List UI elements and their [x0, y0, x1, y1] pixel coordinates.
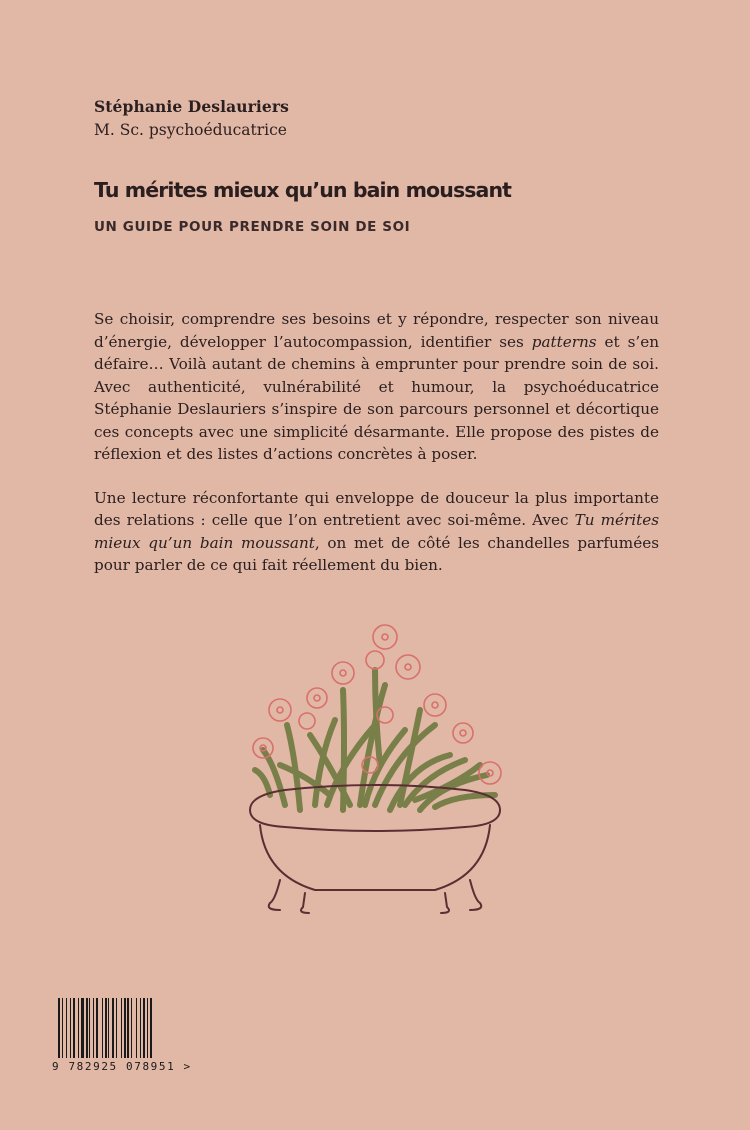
- barcode: [52, 998, 192, 1078]
- bathtub-flowers-illustration: [225, 615, 525, 925]
- barcode-bar: [143, 998, 145, 1058]
- barcode-bar: [150, 998, 152, 1058]
- blurb-text: Se choisir, comprendre ses besoins et y répondre, respecter son niveau d’énergie, développer l’autocompassion, identifier ses: [94, 310, 659, 351]
- blurb-emphasis: patterns: [531, 332, 597, 351]
- barcode-bar: [108, 998, 109, 1058]
- barcode-bar: [112, 998, 114, 1058]
- blurb-text: et s’en défaire… Voilà autant de chemins à emprunter pour prendre soin de soi. Avec authenticité, vulnérabilité et humour, la psychoéducatrice Stéphanie Deslauriers s’inspire de son parcours personnel et décortique ces concepts avec une simplicité désarmante. Elle propose des pistes de réflexion et des listes d’actions concrètes à poser.: [94, 332, 659, 463]
- barcode-bar: [81, 998, 84, 1058]
- book-title: Tu mérites mieux qu’un bain moussant: [94, 178, 512, 202]
- barcode-bar: [62, 998, 63, 1058]
- author-credentials: M. Sc. psychoéducatrice: [94, 121, 287, 139]
- barcode-bar: [86, 998, 88, 1058]
- barcode-bar: [102, 998, 103, 1058]
- barcode-bar: [58, 998, 60, 1058]
- author-block: [94, 96, 289, 142]
- book-subtitle: UN GUIDE POUR PRENDRE SOIN DE SOI: [94, 219, 411, 235]
- barcode-bar: [121, 998, 122, 1058]
- barcode-bar: [147, 998, 148, 1058]
- blurb: [94, 308, 659, 598]
- blurb-paragraph-2: [94, 487, 659, 577]
- barcode-bars: [58, 998, 176, 1058]
- blurb-text: , on met de côté les chandelles parfumées pour parler de ce qui fait réellement du bien.: [94, 533, 659, 574]
- barcode-bar: [131, 998, 132, 1058]
- barcode-digits: 9 782925 078951 >: [52, 1060, 192, 1073]
- author-name: Stéphanie Deslauriers: [94, 97, 289, 116]
- barcode-bar: [66, 998, 67, 1058]
- barcode-bar: [89, 998, 90, 1058]
- barcode-bar: [93, 998, 94, 1058]
- barcode-bar: [116, 998, 117, 1058]
- barcode-bar: [136, 998, 137, 1058]
- blurb-emphasis: Tu mérites mieux qu’un bain moussant: [94, 511, 659, 552]
- barcode-bar: [73, 998, 75, 1058]
- blurb-text: Une lecture réconfortante qui enveloppe de douceur la plus importante des relations : celle que l’on entretient avec soi-même. Avec: [94, 488, 659, 529]
- blurb-paragraph-1: [94, 308, 659, 466]
- barcode-bar: [140, 998, 141, 1058]
- barcode-bar: [105, 998, 107, 1058]
- barcode-bar: [124, 998, 126, 1058]
- barcode-bar: [70, 998, 71, 1058]
- barcode-bar: [127, 998, 129, 1058]
- barcode-bar: [96, 998, 98, 1058]
- barcode-bar: [78, 998, 79, 1058]
